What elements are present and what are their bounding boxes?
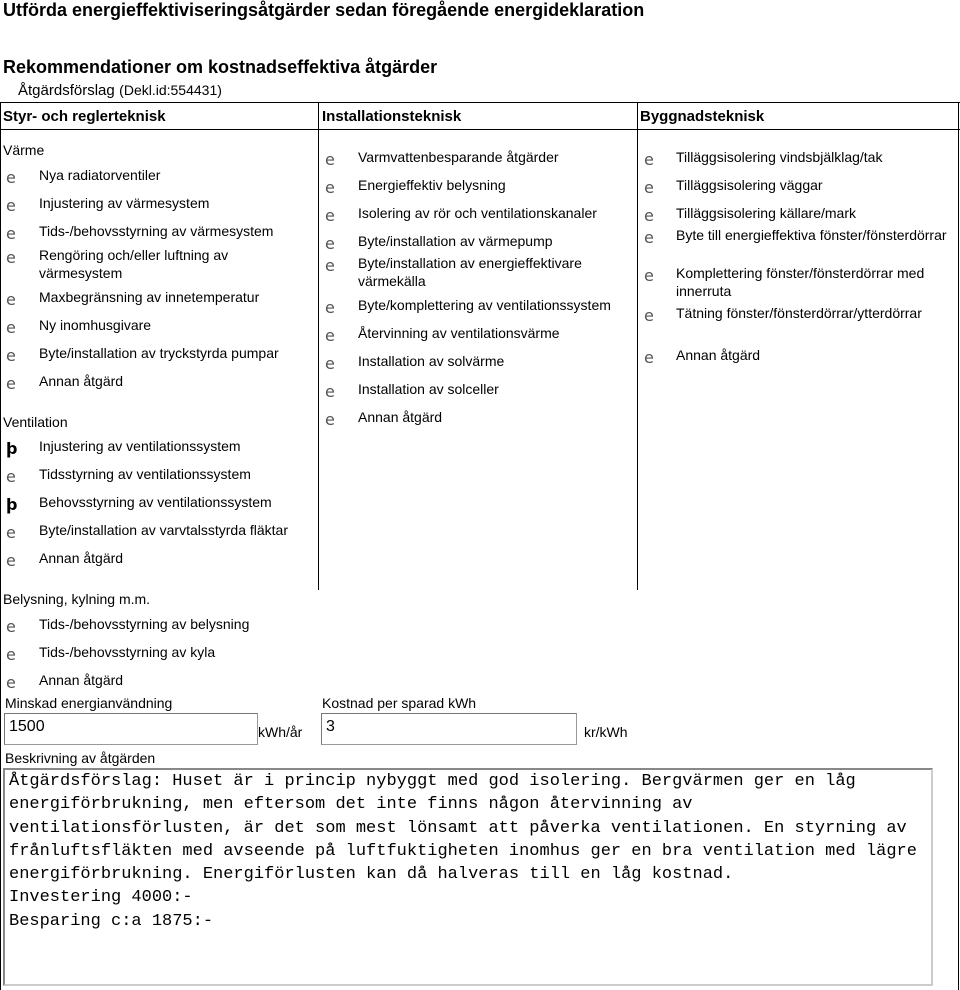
- ventilation-label-3: Behovsstyrning av ventilationssystem: [39, 494, 272, 510]
- varme-checkbox-3[interactable]: e: [6, 224, 16, 243]
- ventilation-checkbox-5[interactable]: e: [6, 551, 16, 570]
- divider-1: [318, 102, 319, 590]
- varme-label-4: Rengöring och/eller luftning av värmesystem: [39, 247, 229, 281]
- installation-checkbox-6[interactable]: e: [325, 298, 335, 317]
- header-top-rule: [0, 102, 960, 103]
- bygg-checkbox-6[interactable]: e: [644, 306, 654, 325]
- left-border: [0, 102, 1, 990]
- description-label: Beskrivning av åtgärden: [5, 750, 156, 766]
- column-header-bygg: Byggnadsteknisk: [640, 108, 765, 125]
- ventilation-checkbox-3[interactable]: þ: [6, 495, 18, 514]
- belysning-label-3: Annan åtgärd: [39, 672, 124, 688]
- varme-label-3: Tids-/behovsstyrning av värmesystem: [39, 223, 274, 239]
- installation-label-4: Byte/installation av värmepump: [358, 233, 553, 249]
- column-header-styr: Styr- och reglerteknisk: [3, 108, 166, 125]
- column-header-installation: Installationsteknisk: [322, 108, 462, 125]
- installation-checkbox-7[interactable]: e: [325, 326, 335, 345]
- belysning-checkbox-3[interactable]: e: [6, 673, 16, 692]
- cost-per-kwh-unit: kr/kWh: [584, 724, 628, 740]
- belysning-checkbox-1[interactable]: e: [6, 617, 16, 636]
- varme-checkbox-8[interactable]: e: [6, 374, 16, 393]
- belysning-checkbox-2[interactable]: e: [6, 645, 16, 664]
- page-subtitle: Rekommendationer om kostnadseffektiva åtgärder: [3, 57, 438, 77]
- installation-checkbox-8[interactable]: e: [325, 354, 335, 373]
- installation-label-7: Återvinning av ventilationsvärme: [358, 325, 560, 341]
- bygg-label-7: Annan åtgärd: [676, 347, 761, 363]
- installation-label-1: Varmvattenbesparande åtgärder: [358, 149, 559, 165]
- reduced-energy-label: Minskad energianvändning: [5, 695, 173, 711]
- bygg-label-4: Byte till energieffektiva fönster/fönsterdörrar: [676, 227, 947, 243]
- varme-label-8: Annan åtgärd: [39, 373, 124, 389]
- ventilation-label-4: Byte/installation av varvtalsstyrda fläktar: [39, 522, 288, 538]
- ventilation-checkbox-1[interactable]: þ: [6, 439, 18, 458]
- installation-label-6: Byte/komplettering av ventilationssystem: [358, 297, 611, 313]
- installation-label-8: Installation av solvärme: [358, 353, 505, 369]
- varme-label-5: Maxbegränsning av innetemperatur: [39, 289, 260, 305]
- description-textarea[interactable]: Åtgärdsförslag: Huset är i princip nybyggt med god isolering. Bergvärmen ger en låg energiförbrukning, men eftersom det inte finns någon återvinning av ventilationsförlusten, är det som mest lönsamt att påverka ventilationen. En styrning av frånluftsfläkten med avseende på luftfuktigheten inomhus ger en bra ventilation med lägre energiförbrukning. Energiförlusten kan då halveras till en låg kostnad. Investering 4000:- Besparing c:a 1875:-: [3, 768, 933, 986]
- installation-label-9: Installation av solceller: [358, 381, 499, 397]
- bygg-checkbox-1[interactable]: e: [644, 150, 654, 169]
- ventilation-label-5: Annan åtgärd: [39, 550, 124, 566]
- bygg-label-1: Tilläggsisolering vindsbjälklag/tak: [676, 149, 883, 165]
- installation-label-10: Annan åtgärd: [358, 409, 443, 425]
- right-border: [958, 102, 959, 990]
- bygg-checkbox-3[interactable]: e: [644, 206, 654, 225]
- ventilation-checkbox-2[interactable]: e: [6, 467, 16, 486]
- installation-label-3: Isolering av rör och ventilationskanaler: [358, 205, 597, 221]
- varme-checkbox-5[interactable]: e: [6, 290, 16, 309]
- installation-checkbox-1[interactable]: e: [325, 150, 335, 169]
- varme-checkbox-7[interactable]: e: [6, 346, 16, 365]
- installation-checkbox-4[interactable]: e: [325, 234, 335, 253]
- bygg-checkbox-4[interactable]: e: [644, 228, 654, 247]
- cost-per-kwh-label: Kostnad per sparad kWh: [322, 695, 477, 711]
- installation-label-5: Byte/installation av energieffektivare värmekälla: [358, 255, 582, 289]
- bygg-checkbox-7[interactable]: e: [644, 348, 654, 367]
- reduced-energy-input[interactable]: 1500: [4, 713, 258, 745]
- installation-label-2: Energieffektiv belysning: [358, 177, 506, 193]
- reduced-energy-unit: kWh/år: [258, 724, 303, 740]
- varme-heading: Värme: [3, 142, 45, 158]
- varme-checkbox-6[interactable]: e: [6, 318, 16, 337]
- varme-checkbox-2[interactable]: e: [6, 196, 16, 215]
- varme-checkbox-1[interactable]: e: [6, 168, 16, 187]
- cost-per-kwh-input[interactable]: 3: [321, 713, 577, 745]
- bygg-checkbox-2[interactable]: e: [644, 178, 654, 197]
- installation-checkbox-5[interactable]: e: [325, 256, 335, 275]
- installation-checkbox-3[interactable]: e: [325, 206, 335, 225]
- proposal-id: (Dekl.id:554431): [119, 82, 222, 98]
- ventilation-heading: Ventilation: [3, 414, 68, 430]
- belysning-label-2: Tids-/behovsstyrning av kyla: [39, 644, 216, 660]
- ventilation-label-2: Tidsstyrning av ventilationssystem: [39, 466, 251, 482]
- proposal-label: Åtgärdsförslag: [18, 82, 115, 99]
- varme-checkbox-4[interactable]: e: [6, 248, 16, 267]
- installation-checkbox-2[interactable]: e: [325, 178, 335, 197]
- belysning-label-1: Tids-/behovsstyrning av belysning: [39, 616, 250, 632]
- bygg-checkbox-5[interactable]: e: [644, 266, 654, 285]
- varme-label-2: Injustering av värmesystem: [39, 195, 210, 211]
- ventilation-label-1: Injustering av ventilationssystem: [39, 438, 241, 454]
- page-title: Utförda energieffektiviseringsåtgärder sedan föregående energideklaration: [3, 0, 645, 20]
- bygg-label-6: Tätning fönster/fönsterdörrar/ytterdörrar: [676, 305, 922, 321]
- header-bottom-rule: [0, 129, 960, 130]
- installation-checkbox-9[interactable]: e: [325, 382, 335, 401]
- varme-label-1: Nya radiatorventiler: [39, 167, 161, 183]
- belysning-heading: Belysning, kylning m.m.: [3, 591, 151, 607]
- proposal-heading: [18, 82, 222, 100]
- bygg-label-3: Tilläggsisolering källare/mark: [676, 205, 856, 221]
- bygg-label-5: Komplettering fönster/fönsterdörrar med innerruta: [676, 265, 925, 299]
- varme-label-7: Byte/installation av tryckstyrda pumpar: [39, 345, 279, 361]
- ventilation-checkbox-4[interactable]: e: [6, 523, 16, 542]
- varme-label-6: Ny inomhusgivare: [39, 317, 152, 333]
- bygg-label-2: Tilläggsisolering väggar: [676, 177, 823, 193]
- installation-checkbox-10[interactable]: e: [325, 410, 335, 429]
